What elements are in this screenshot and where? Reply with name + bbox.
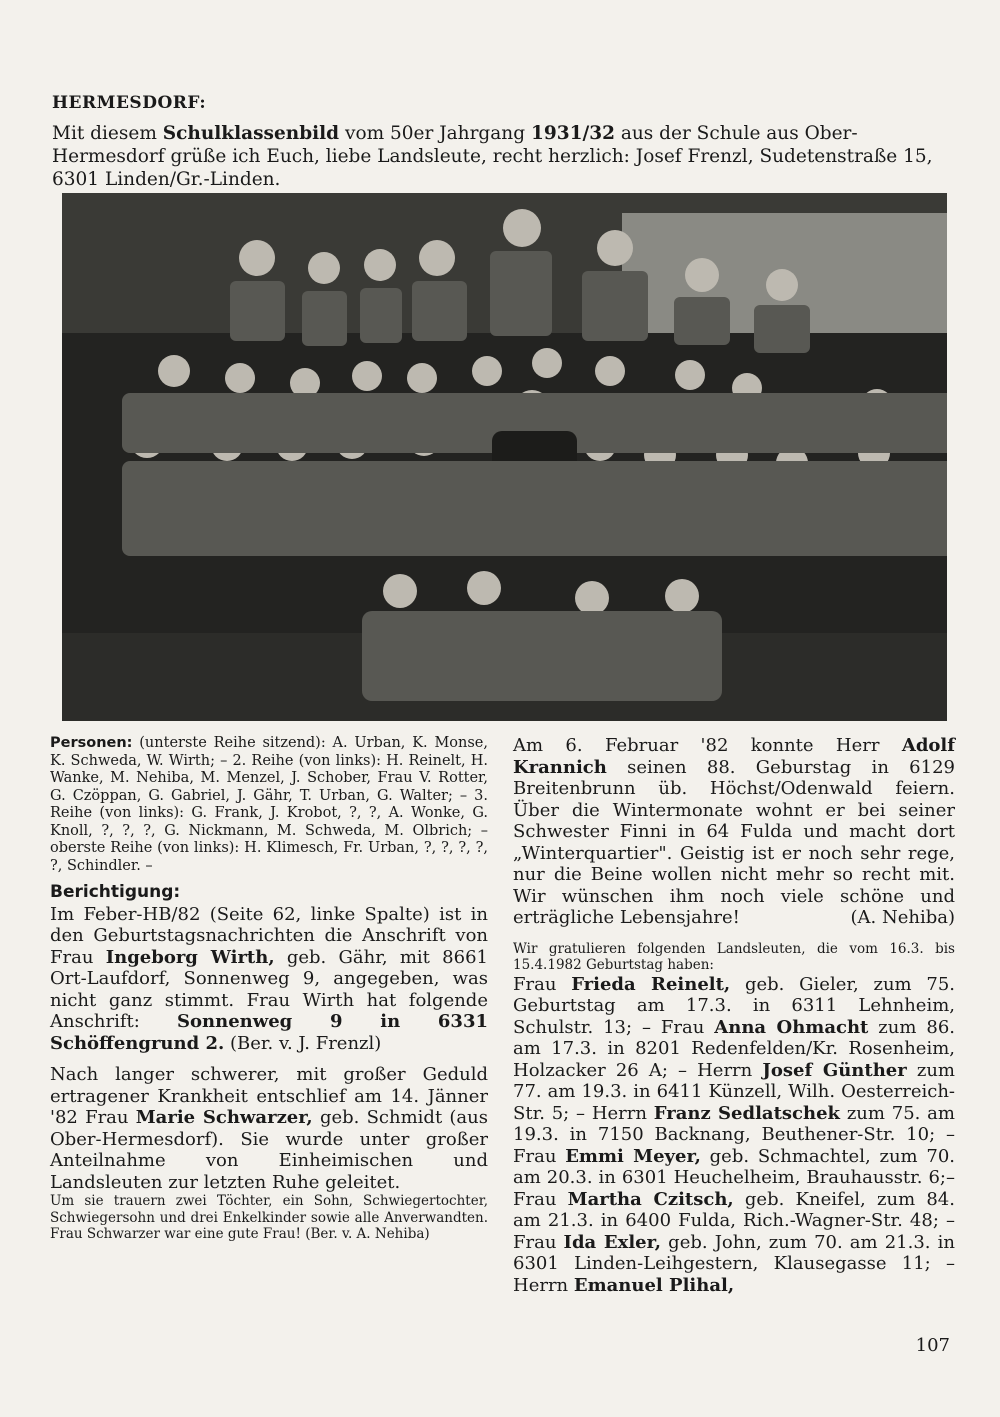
- krannich-signature: (A. Nehiba): [850, 907, 955, 928]
- intro-paragraph: Mit diesem Schulklassenbild vom 50er Jahrgang 1931/32 aus der Schule aus Ober-Hermesdorf grüße ich Euch, liebe Landsleute, recht herzlich: Josef Frenzl, Sudetenstraße 15, 6301 Linden/Gr.-Linden.: [52, 123, 933, 190]
- left-column: [50, 735, 488, 1243]
- right-column: [513, 735, 955, 1296]
- krannich-text: Am 6. Februar '82 konnte Herr Adolf Krannich seinen 88. Geburstag in 6129 Breitenbrunn üb. Höchst/Odenwald feiern. Über die Wintermonate wohnt er bei seiner Schwester Finni in 64 Fulda und macht dort „Winterquartier". Geistig ist er noch sehr rege, nur die Beine wollen nicht mehr so recht mit. Wir wünschen ihm noch viele schöne und erträgliche Lebensjahre! (A. Nehiba): [513, 735, 955, 928]
- obituary-small: Um sie trauern zwei Töchter, ein Sohn, Schwiegertochter, Schwiegersohn und drei Enkelkinder sowie alle Anverwandten. Frau Schwarzer war eine gute Frau! (Ber. v. A. Nehiba): [50, 1193, 488, 1242]
- section-heading: HERMESDORF:: [52, 93, 207, 113]
- obituary-text: Nach langer schwerer, mit großer Geduld ertragener Krankheit entschlief am 14. Jänner '82 Frau Marie Schwarzer, geb. Schmidt (aus Ober-Hermesdorf). Sie wurde unter großer Anteilnahme von Einheimischen und Landsleuten zur letzten Ruhe geleitet.: [50, 1064, 488, 1193]
- berichtigung-heading: Berichtigung:: [50, 882, 181, 902]
- berichtigung-text: Im Feber-HB/82 (Seite 62, linke Spalte) ist in den Geburtstagsnachrichten die Anschrift von Frau Ingeborg Wirth, geb. Gähr, mit 8661 Ort-Laufdorf, Sonnenweg 9, angegeben, was nicht ganz stimmt. Frau Wirth hat folgende Anschrift: Sonnenweg 9 in 6331 Schöffengrund 2. (Ber. v. J. Frenzl): [50, 903, 488, 1054]
- photo-caption: Personen: (unterste Reihe sitzend): A. Urban, K. Monse, K. Schweda, W. Wirth; – 2. Reihe (von links): H. Reinelt, H. Wanke, M. Nehiba, M. Menzel, J. Schober, Frau V. Rotter, G. Czöppan, G. Gabriel, J. Gähr, T. Urban, G. Walter; – 3. Reihe (von links): G. Frank, J. Krobot, ?, ?, A. Wonke, G. Knoll, ?, ?, ?, G. Nickmann, M. Schweda, M. Olbrich; – oberste Reihe (von links): H. Klimesch, Fr. Urban, ?, ?, ?, ?, ?, Schindler. –: [50, 735, 488, 874]
- class-photo: [62, 193, 947, 721]
- congrats-list: Frau Frieda Reinelt, geb. Gieler, zum 75. Geburtstag am 17.3. in 6311 Lehnheim, Schulstr. 13; – Frau Anna Ohmacht zum 86. am 17.3. in 8201 Redenfelden/Kr. Rosenheim, Holzacker 26 A; – Herrn Josef Günther zum 77. am 19.3. in 6411 Künzell, Wilh. Oesterreich-Str. 5; – Herrn Franz Sedlatschek zum 75. am 19.3. in 7150 Backnang, Beuthener-Str. 10; – Frau Emmi Meyer, geb. Schmachtel, zum 70. am 20.3. in 6301 Heuchelheim, Brauhausstr. 6;– Frau Martha Czitsch, geb. Kneifel, zum 84. am 21.3. in 6400 Fulda, Rich.-Wagner-Str. 48; – Frau Ida Exler, geb. John, zum 70. am 21.3. in 6301 Linden-Leihgestern, Klausegasse 11; – Herrn Emanuel Plihal,: [513, 973, 956, 1296]
- page-number: 107: [915, 1335, 950, 1356]
- congrats-intro: Wir gratulieren folgenden Landsleuten, die vom 16.3. bis 15.4.1982 Geburtstag haben:: [513, 940, 955, 973]
